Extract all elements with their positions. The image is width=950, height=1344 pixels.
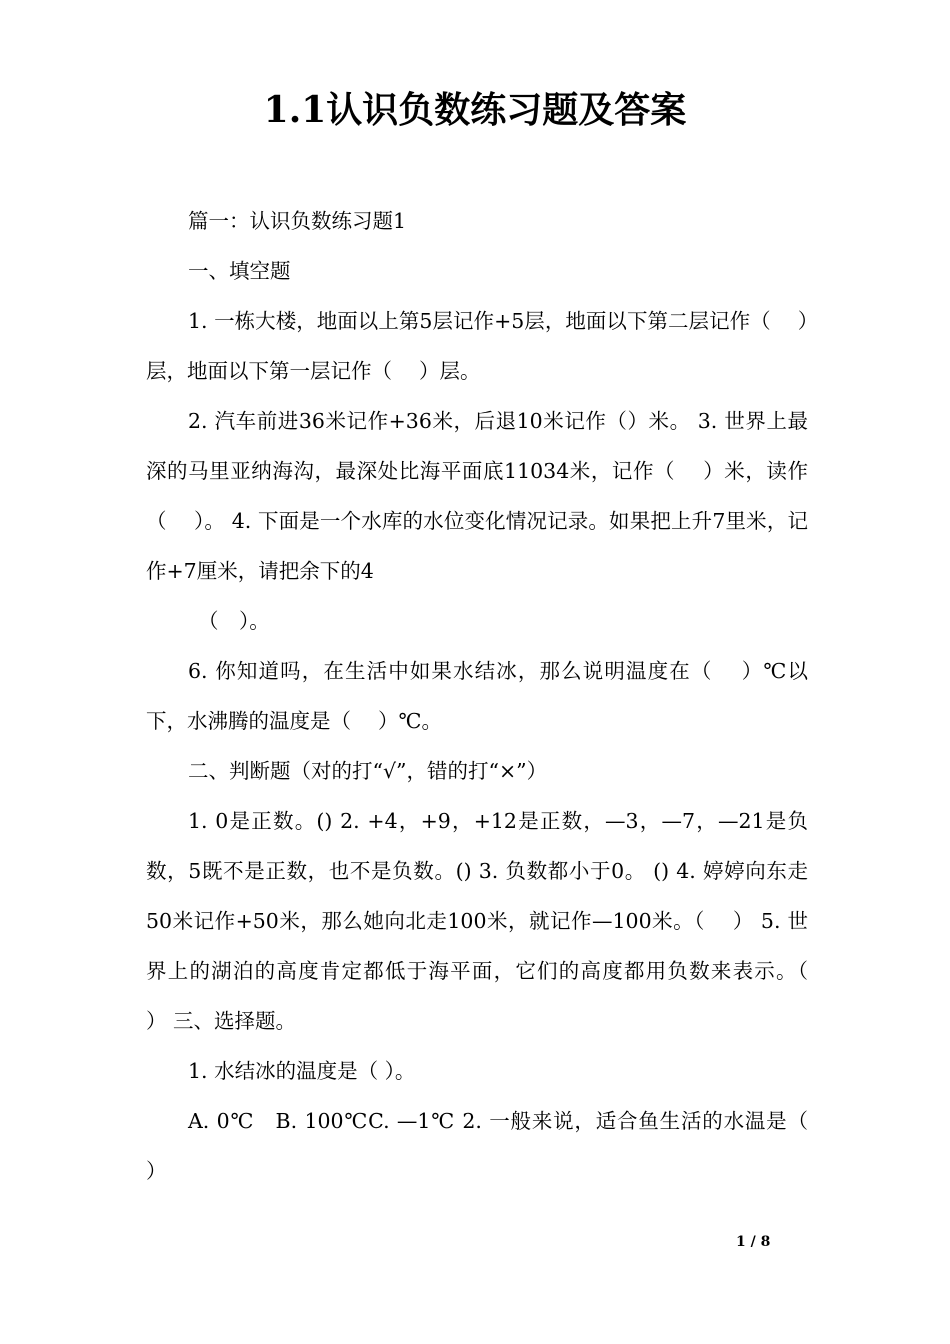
paragraph: 1. 水结冰的温度是（ ）。 [188,1059,416,1083]
paragraph: 1. 一栋大楼，地面以上第5层记作+5层，地面以下第二层记作（ ）层，地面以下第一层记作（ ）层。 [146,309,808,383]
paragraph: 6. 你知道吗，在生活中如果水结冰，那么说明温度在（ ）℃以下，水沸腾的温度是（ ）℃。 [146,659,808,733]
part-heading: 二、判断题（对的打“√”，错的打“×”） [188,759,548,783]
section-heading: 篇一：认识负数练习题1 [188,209,407,233]
paragraph: （ ）。 [198,609,270,633]
paragraph: 1. 0是正数。() 2. +4，+9，+12是正数，—3，—7，—21是负数，5既不是正数，也不是负数。() 3. 负数都小于0。 () 4. 婷婷向东走50米记作+50米，那么她向北走100米，就记作—100米。（ ） 5. 世界上的湖泊的高度肯定都低于海平面，它们的高度都用负数来表示。（ ） 三、选择题。 [146,809,836,1033]
part-heading: 一、填空题 [188,259,291,283]
paragraph: 2. 汽车前进36米记作+36米，后退10米记作（）米。 3. 世界上最深的马里亚纳海沟，最深处比海平面底11034米，记作（ ）米，读作（ ）。 4. 下面是一个水库的水位变化情况记录。如果把上升7里米，记作+7厘米，请把余下的4 [146,409,808,583]
document-title: 1.1认识负数练习题及答案 [263,89,687,131]
document-body [146,196,836,1196]
paragraph: A. 0℃ B. 100℃C. —1℃ 2. 一般来说，适合鱼生活的水温是（ ） [146,1109,836,1183]
page-number: 1 / 8 [736,1234,771,1250]
